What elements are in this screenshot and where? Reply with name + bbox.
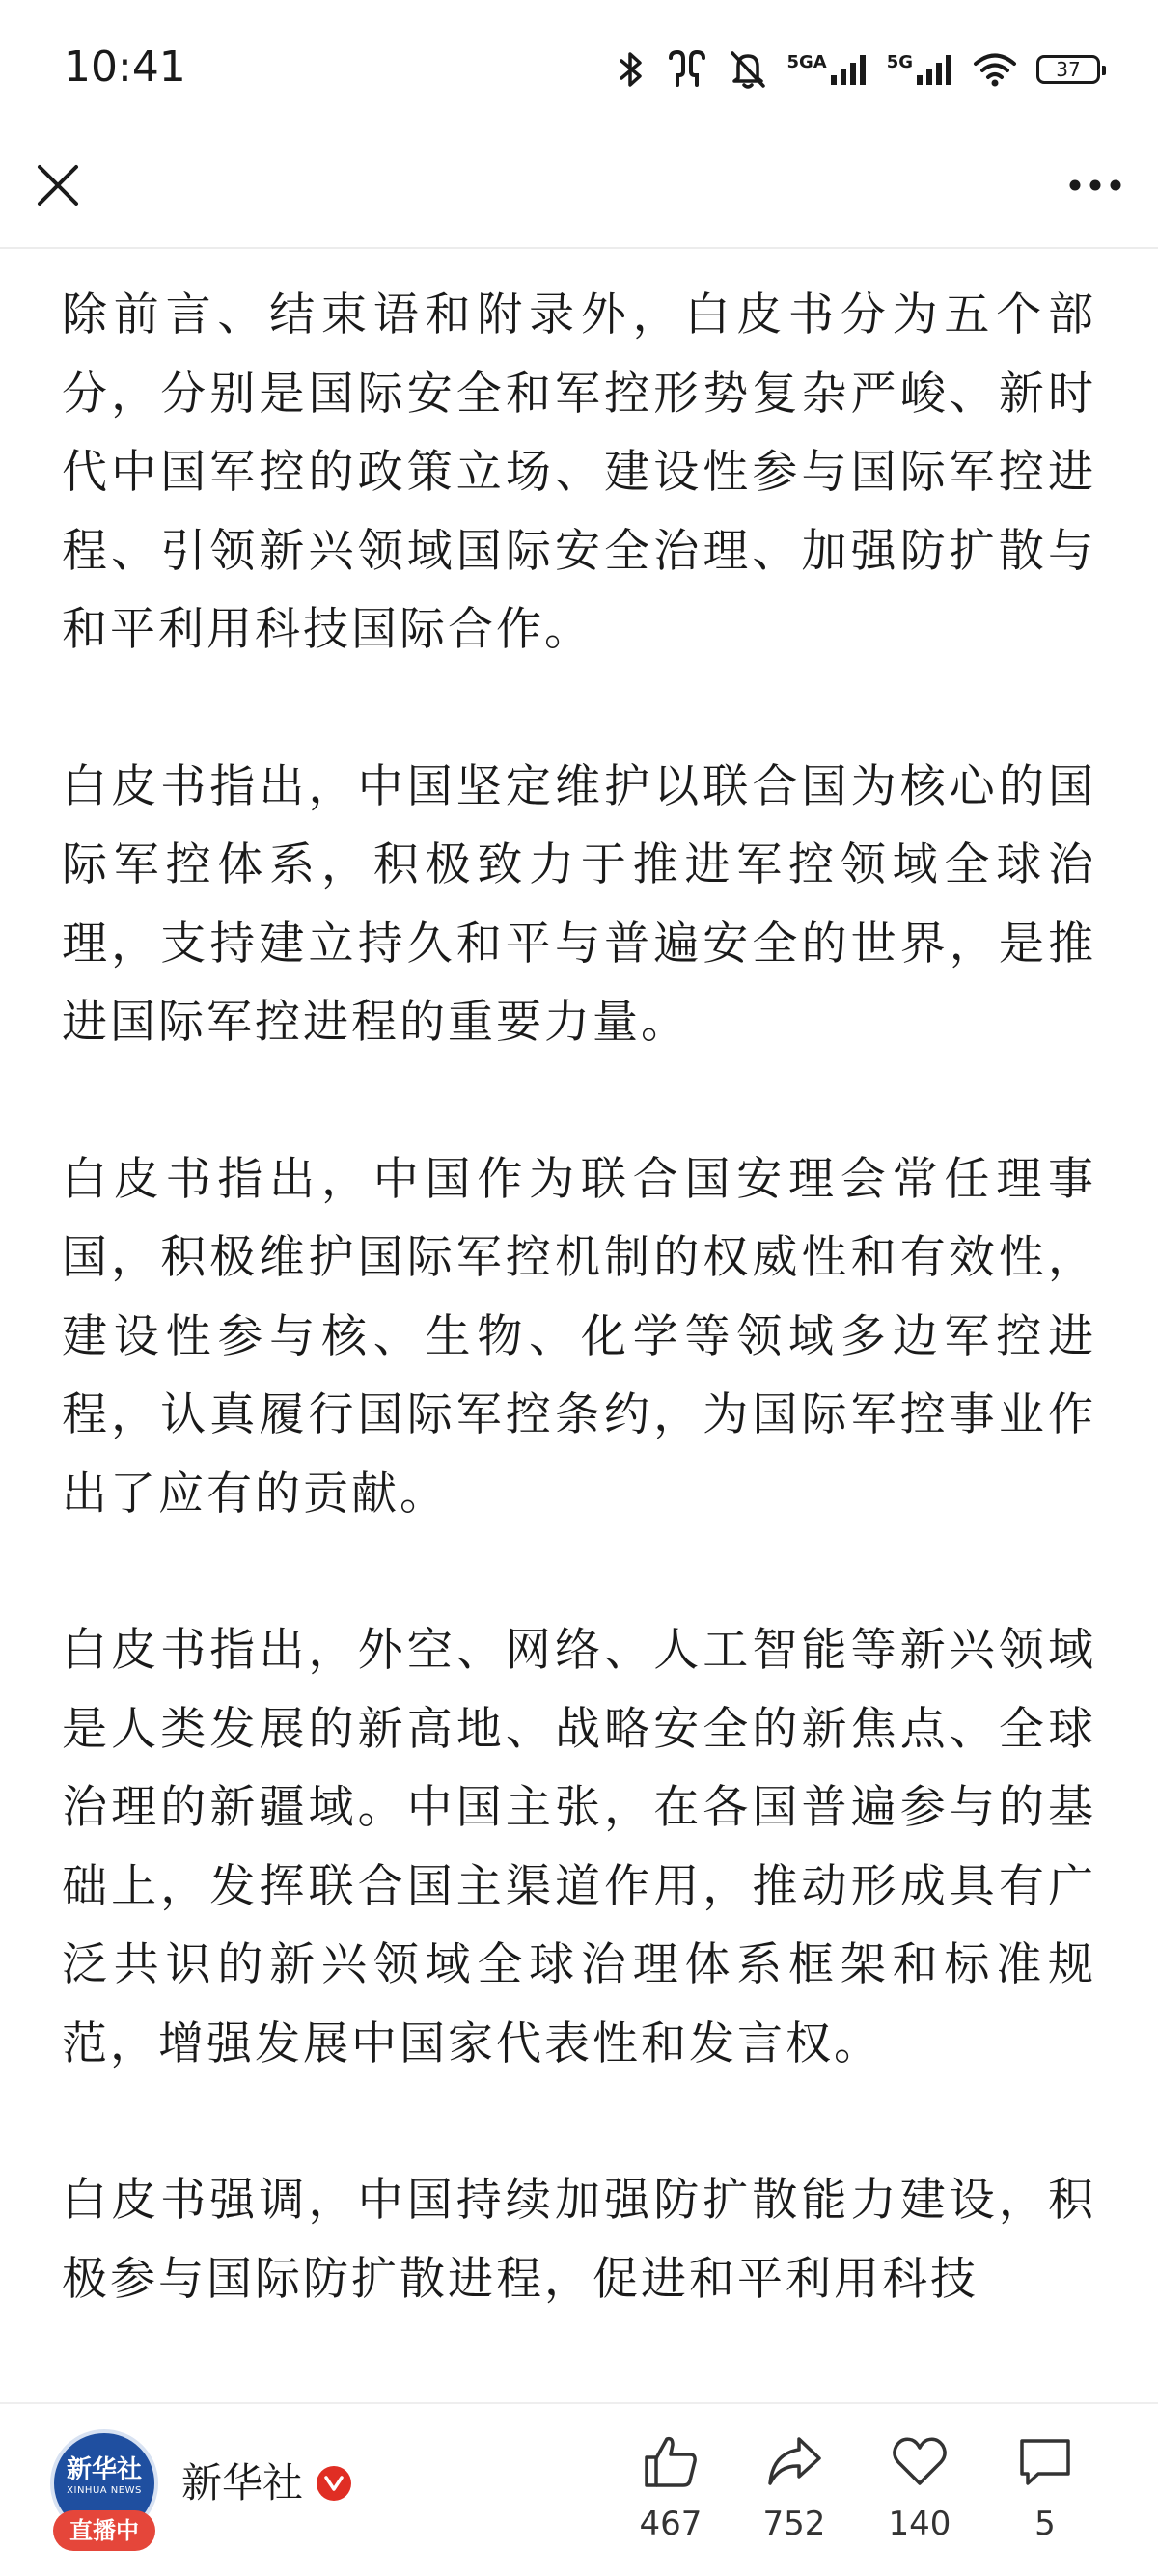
article-paragraph-5: 白皮书强调，中国持续加强防扩散能力建设，积极参与国际防扩散进程，促进和平利用科技 bbox=[62, 2174, 1096, 2306]
comment-icon bbox=[1015, 2431, 1075, 2491]
share-button[interactable] bbox=[741, 2431, 847, 2557]
verified-icon bbox=[317, 2466, 351, 2501]
article-paragraph-1: 除前言、结束语和附录外，白皮书分为五个部分，分别是国际安全和军控形势复杂严峻、新时代中国军控的政策立场、建设性参与国际军控进程、引领新兴领域国际安全治理、加强防扩散与和平利用科技国际合作。 bbox=[62, 288, 1096, 656]
earbuds-icon bbox=[665, 50, 709, 89]
more-button[interactable] bbox=[1062, 156, 1129, 214]
share-icon bbox=[764, 2431, 824, 2491]
article-paragraph-4: 白皮书指出，外空、网络、人工智能等新兴领域是人类发展的新高地、战略安全的新焦点、全球治理的新疆域。中国主张，在各国普遍参与的基础上，发挥联合国主渠道作用，推动形成具有广泛共识的新兴领域全球治理体系框架和标准规范，增强发展中国家代表性和发言权。 bbox=[62, 1624, 1096, 2070]
article-paragraph-3: 白皮书指出，中国作为联合国安理会常任理事国，积极维护国际军控机制的权威性和有效性，建设性参与核、生物、化学等领域多边军控进程，认真履行国际军控条约，为国际军控事业作出了应有的贡献。 bbox=[62, 1152, 1096, 1521]
bottom-action-bar bbox=[0, 2402, 1158, 2576]
article-body[interactable] bbox=[0, 249, 1158, 2402]
signal-5g-icon bbox=[887, 52, 953, 87]
article-content bbox=[0, 249, 1158, 2318]
favorite-count: 140 bbox=[888, 2505, 951, 2543]
thumbs-up-icon bbox=[641, 2431, 701, 2491]
publisher-account[interactable] bbox=[50, 2429, 351, 2544]
status-icons bbox=[617, 42, 1100, 96]
article-paragraph-2: 白皮书指出，中国坚定维护以联合国为核心的国际军控体系，积极致力于推进军控领域全球治理，支持建立持久和平与普遍安全的世界，是推进国际军控进程的重要力量。 bbox=[62, 759, 1096, 1049]
live-badge[interactable]: 直播中 bbox=[53, 2510, 155, 2551]
battery-icon bbox=[1036, 55, 1100, 84]
publisher-name[interactable]: 新华社 bbox=[181, 2459, 304, 2507]
network-label-2: 5G bbox=[886, 52, 913, 72]
battery-level: 37 bbox=[1056, 58, 1081, 81]
top-toolbar bbox=[0, 135, 1158, 249]
share-count: 752 bbox=[762, 2505, 826, 2543]
status-bar bbox=[0, 0, 1158, 135]
favorite-button[interactable] bbox=[867, 2431, 973, 2557]
logo-text-cn: 新华社 bbox=[66, 2455, 142, 2484]
wifi-icon bbox=[973, 51, 1017, 88]
status-time: 10:41 bbox=[64, 42, 186, 92]
network-label-1: 5GA bbox=[786, 52, 827, 72]
publisher-avatar[interactable] bbox=[50, 2429, 158, 2544]
comment-count: 5 bbox=[1034, 2505, 1056, 2543]
more-icon bbox=[1068, 178, 1122, 192]
close-button[interactable] bbox=[29, 156, 87, 214]
mute-bell-icon bbox=[729, 49, 767, 90]
logo-text-en: XINHUA NEWS bbox=[67, 2485, 142, 2496]
bluetooth-icon bbox=[617, 50, 646, 89]
close-icon bbox=[36, 163, 80, 207]
like-button[interactable] bbox=[618, 2431, 724, 2557]
signal-5ga-icon bbox=[786, 52, 867, 87]
comment-button[interactable] bbox=[992, 2431, 1098, 2557]
heart-icon bbox=[890, 2431, 950, 2491]
like-count: 467 bbox=[639, 2505, 703, 2543]
